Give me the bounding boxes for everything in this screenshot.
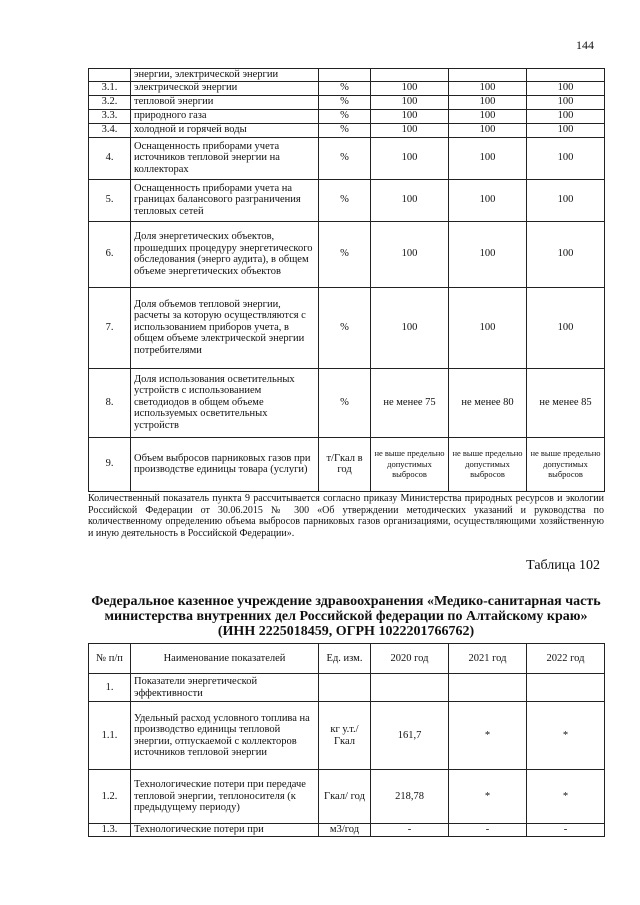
table-row (89, 824, 605, 837)
unit: % (319, 287, 371, 368)
table-row (89, 69, 605, 82)
value-2022: 100 (527, 109, 605, 123)
indicator-name: Показатели энергетической эффективности (131, 674, 319, 702)
indicator-name: тепловой энергии (131, 95, 319, 109)
unit: т/Гкал в год (319, 437, 371, 491)
value-2020: 218,78 (371, 770, 449, 824)
header-2020: 2020 год (371, 644, 449, 674)
row-number: 1.1. (89, 702, 131, 770)
organization-title: Федеральное казенное учреждение здравоохранения «Медико-санитарная часть министерства внутренних дел Российской федерации по Алтайскому краю» (ИНН 2225018459, ОГРН 1022201766762) (91, 594, 601, 639)
table-row (89, 437, 605, 491)
row-number: 6. (89, 221, 131, 287)
indicator-name: Оснащенность приборами учета источников тепловой энергии на коллекторах (131, 137, 319, 179)
value-2021: не менее 80 (449, 368, 527, 437)
value-2020: 100 (371, 81, 449, 95)
indicator-name: Технологические потери при (131, 824, 319, 837)
unit: м3/год (319, 824, 371, 837)
unit (319, 674, 371, 702)
value-2020 (371, 69, 449, 82)
value-2022: 100 (527, 287, 605, 368)
value-2022: не менее 85 (527, 368, 605, 437)
header-name: Наименование показателей (131, 644, 319, 674)
value-2020: 100 (371, 179, 449, 221)
table-row (89, 109, 605, 123)
table-row (89, 123, 605, 137)
value-2021: * (449, 770, 527, 824)
unit: % (319, 123, 371, 137)
value-2021: не выше предельно допустимых выбросов (449, 437, 527, 491)
indicator-name: Удельный расход условного топлива на производство единицы тепловой энергии, отпускаемой с коллекторов источников тепловой энергии (131, 702, 319, 770)
value-2021: 100 (449, 95, 527, 109)
unit: % (319, 179, 371, 221)
row-number: 7. (89, 287, 131, 368)
table-row (89, 221, 605, 287)
indicator-name: электрической энергии (131, 81, 319, 95)
row-number: 4. (89, 137, 131, 179)
header-2022: 2022 год (527, 644, 605, 674)
row-number: 9. (89, 437, 131, 491)
value-2020: 100 (371, 287, 449, 368)
value-2020: 100 (371, 95, 449, 109)
value-2022 (527, 69, 605, 82)
value-2022: 100 (527, 221, 605, 287)
table-row (89, 179, 605, 221)
table-row (89, 81, 605, 95)
table-row (89, 674, 605, 702)
page-number: 144 (576, 38, 594, 52)
header-unit: Ед. изм. (319, 644, 371, 674)
indicators-table (88, 643, 605, 837)
unit: % (319, 221, 371, 287)
table-label: Таблица 102 (526, 558, 600, 573)
value-2020: 100 (371, 109, 449, 123)
value-2022: * (527, 770, 605, 824)
row-number: 1. (89, 674, 131, 702)
indicator-name: Технологические потери при передаче тепловой энергии, теплоносителя (к предыдущему периоду) (131, 770, 319, 824)
value-2021: 100 (449, 179, 527, 221)
table-header-row (89, 644, 605, 674)
value-2020: не выше предельно допустимых выбросов (371, 437, 449, 491)
value-2020: - (371, 824, 449, 837)
value-2020: 100 (371, 123, 449, 137)
row-number: 5. (89, 179, 131, 221)
unit: % (319, 368, 371, 437)
indicators-table-continued (88, 68, 605, 492)
value-2021: 100 (449, 109, 527, 123)
value-2022: * (527, 702, 605, 770)
value-2021: * (449, 702, 527, 770)
row-number: 3.4. (89, 123, 131, 137)
table-row (89, 368, 605, 437)
value-2021: 100 (449, 221, 527, 287)
unit: % (319, 109, 371, 123)
row-number: 8. (89, 368, 131, 437)
row-number: 3.2. (89, 95, 131, 109)
unit: кг у.т./ Гкал (319, 702, 371, 770)
indicator-name: Доля объемов тепловой энергии, расчеты за которую осуществляются с использованием приборов учета, в общем объеме электрической энергии потребителями (131, 287, 319, 368)
indicator-name: холодной и горячей воды (131, 123, 319, 137)
value-2022: не выше предельно допустимых выбросов (527, 437, 605, 491)
value-2021: 100 (449, 137, 527, 179)
value-2021: 100 (449, 123, 527, 137)
indicator-name: Оснащенность приборами учета на границах балансового разграничения тепловых сетей (131, 179, 319, 221)
row-number: 1.3. (89, 824, 131, 837)
indicator-name: Доля использования осветительных устройств с использованием светодиодов в общем объеме используемых осветительных устройств (131, 368, 319, 437)
indicator-name: энергии, электрической энергии (131, 69, 319, 82)
row-number: 3.3. (89, 109, 131, 123)
unit: % (319, 81, 371, 95)
table-row (89, 95, 605, 109)
indicator-name: Объем выбросов парниковых газов при производстве единицы товара (услуги) (131, 437, 319, 491)
value-2022 (527, 674, 605, 702)
unit: Гкал/ год (319, 770, 371, 824)
unit (319, 69, 371, 82)
value-2022: - (527, 824, 605, 837)
row-number (89, 69, 131, 82)
unit: % (319, 137, 371, 179)
value-2020 (371, 674, 449, 702)
table-row (89, 702, 605, 770)
value-2020: 100 (371, 137, 449, 179)
header-number: № п/п (89, 644, 131, 674)
row-number: 1.2. (89, 770, 131, 824)
value-2022: 100 (527, 137, 605, 179)
indicator-name: Доля энергетических объектов, прошедших процедуру энергетического обследования (энерго аудита), в общем объеме энергетических объектов (131, 221, 319, 287)
value-2021: 100 (449, 81, 527, 95)
value-2021: - (449, 824, 527, 837)
row-number: 3.1. (89, 81, 131, 95)
footnote: Количественный показатель пункта 9 рассчитывается согласно приказу Министерства природных ресурсов и экологии Российской Федерации от 30.06.2015 № 300 «Об утверждении методических указаний и руководства по количественному определению объема выбросов парниковых газов организациями, осуществляющими хозяйственную и иную деятельность в Российской Федерации». (88, 493, 604, 539)
unit: % (319, 95, 371, 109)
value-2022: 100 (527, 81, 605, 95)
value-2020: 161,7 (371, 702, 449, 770)
value-2022: 100 (527, 123, 605, 137)
value-2021 (449, 69, 527, 82)
table-row (89, 137, 605, 179)
indicator-name: природного газа (131, 109, 319, 123)
value-2021 (449, 674, 527, 702)
value-2022: 100 (527, 179, 605, 221)
header-2021: 2021 год (449, 644, 527, 674)
table-row (89, 770, 605, 824)
table-row (89, 287, 605, 368)
value-2022: 100 (527, 95, 605, 109)
value-2020: не менее 75 (371, 368, 449, 437)
value-2021: 100 (449, 287, 527, 368)
value-2020: 100 (371, 221, 449, 287)
